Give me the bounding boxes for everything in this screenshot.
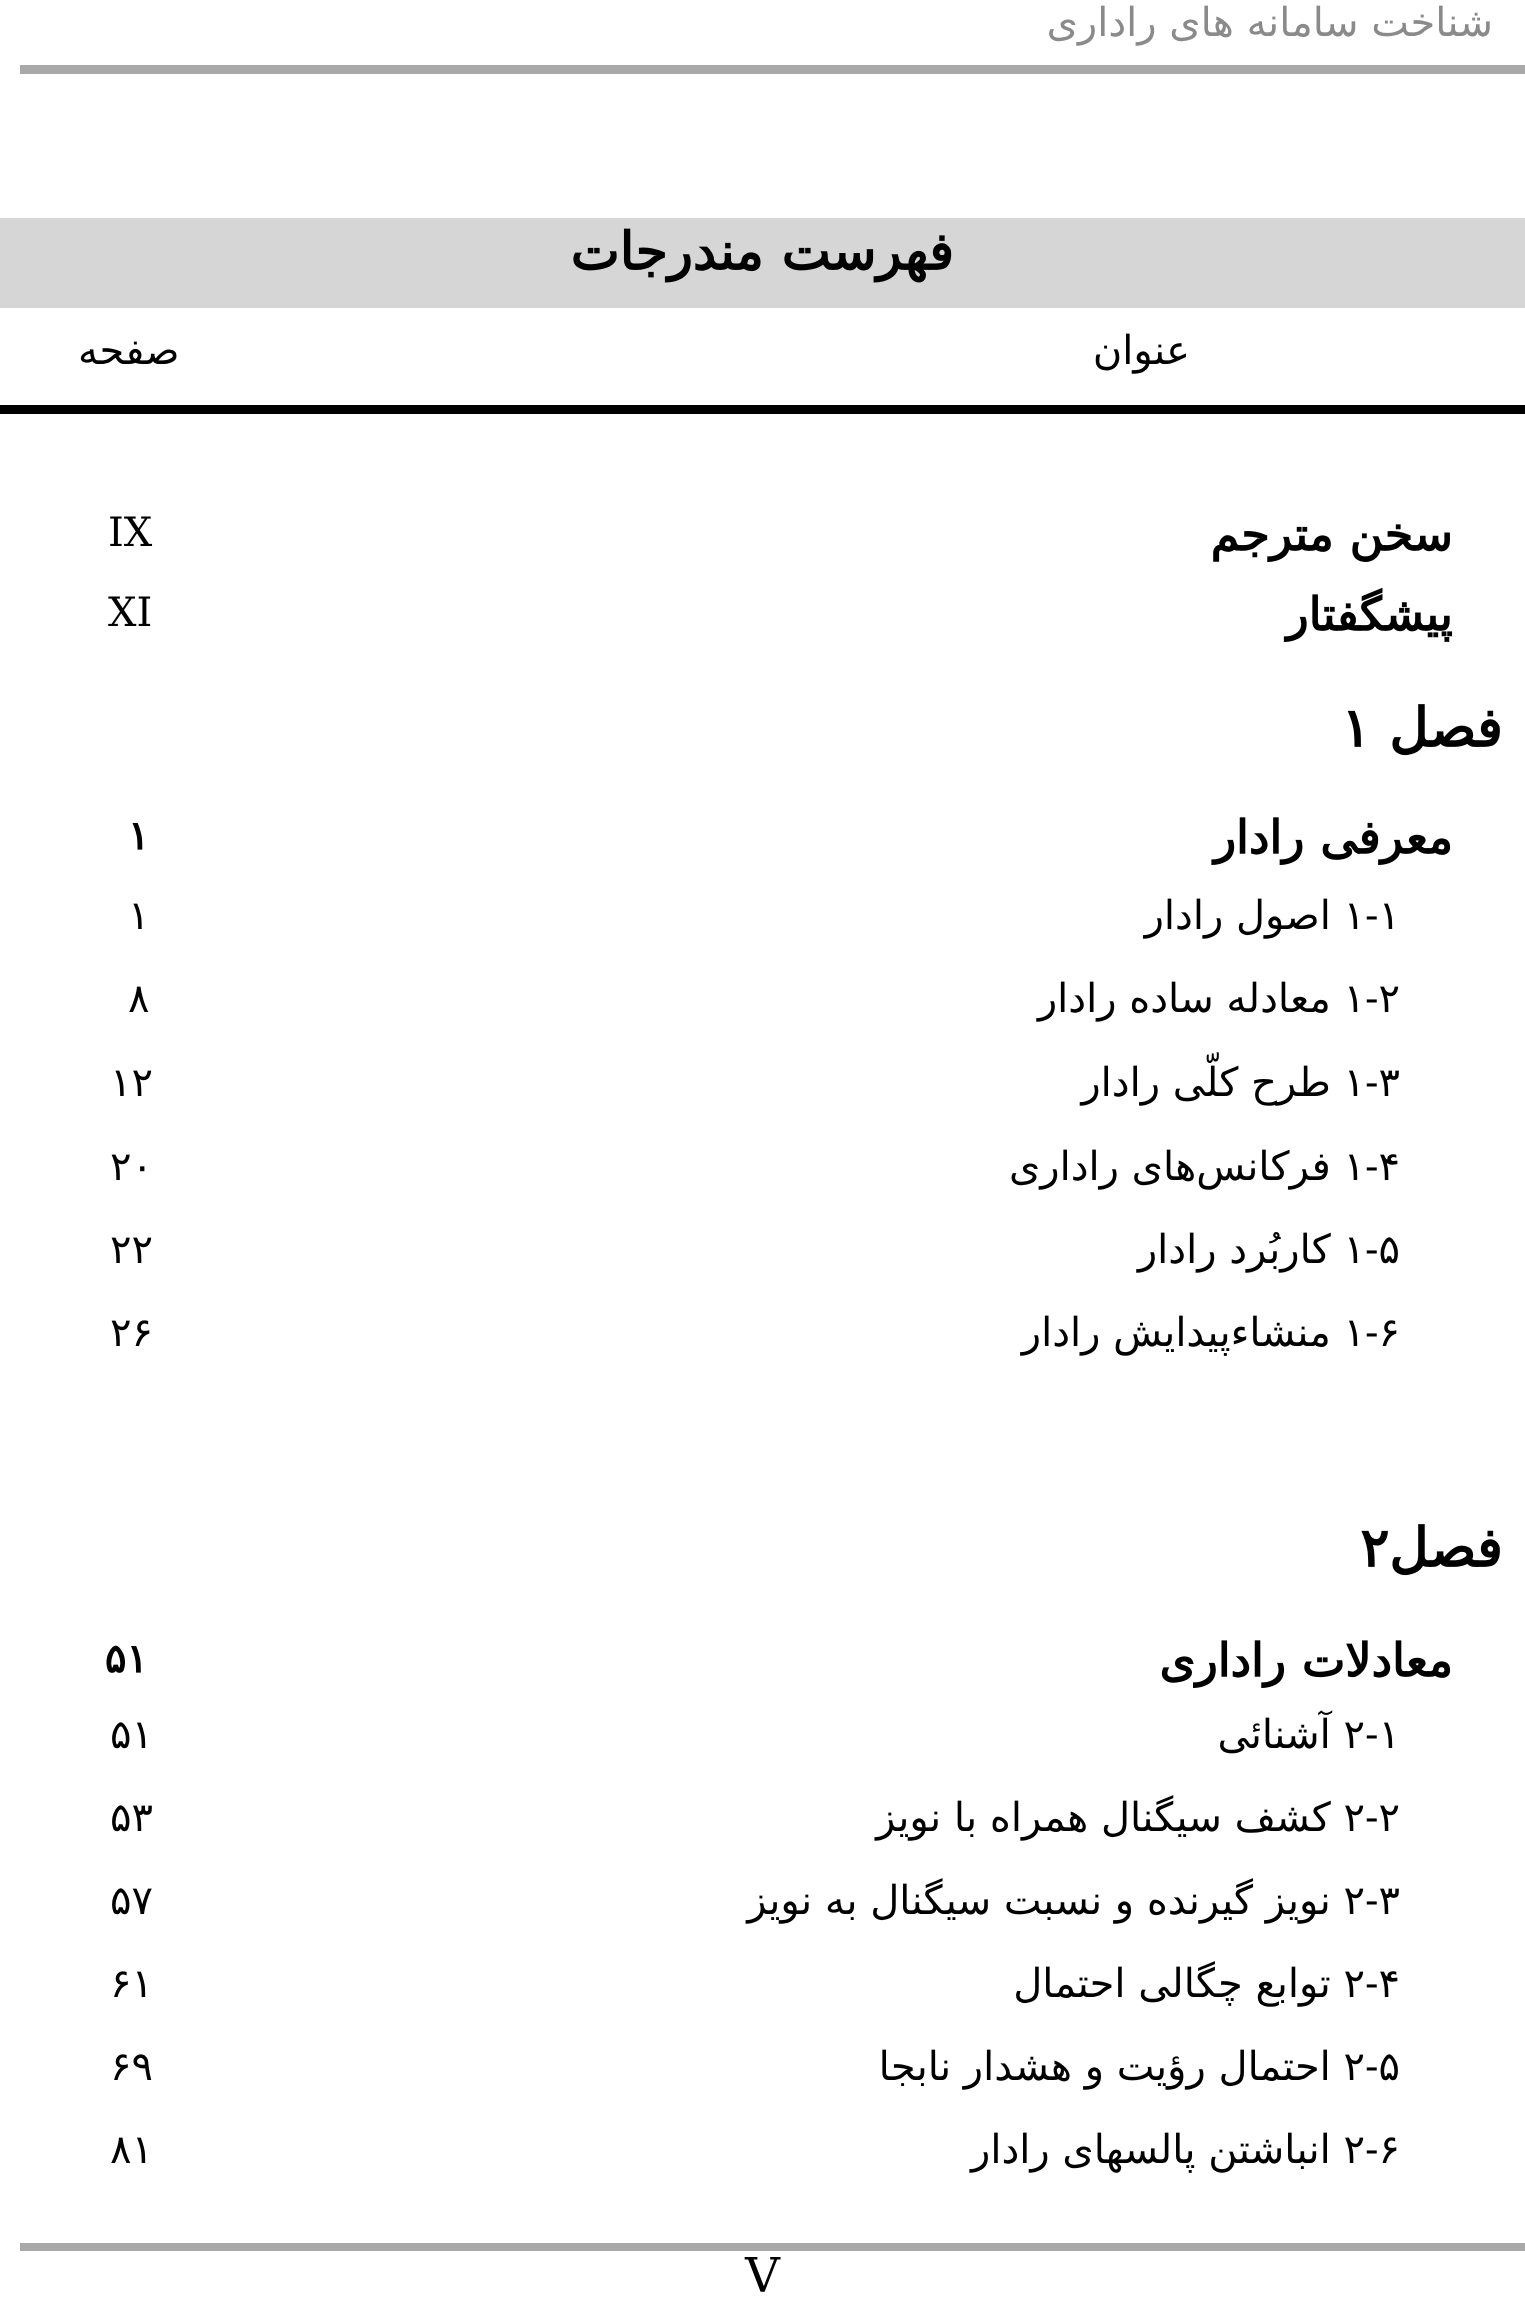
toc-entry-title: ۱-۵ کاربُرد رادار xyxy=(1137,1227,1400,1273)
toc-entry-page: ۶۹ xyxy=(110,2044,153,2090)
toc-entry-title: ۱-۶ منشاءپیدایش رادار xyxy=(1021,1310,1400,1356)
toc-entry-page: ۵۱ xyxy=(110,1712,153,1758)
chapter-heading: فصل ۱ xyxy=(1341,695,1503,759)
toc-title: فهرست مندرجات xyxy=(570,221,955,282)
column-header-page: صفحه xyxy=(78,328,180,374)
running-head: شناخت سامانه های راداری xyxy=(1046,0,1493,46)
toc-entry-page: ۱ xyxy=(128,893,150,939)
toc-entry-page: ۲۰ xyxy=(110,1144,153,1190)
toc-entry-page: ۸۱ xyxy=(110,2127,153,2173)
toc-entry-title: ۲-۶ انباشتن پالسهای رادار xyxy=(971,2127,1400,2173)
chapter-heading: فصل۲ xyxy=(1360,1515,1503,1579)
toc-entry-page: XI xyxy=(108,590,153,636)
toc-entry-title: ۲-۴ توابع چگالی احتمال xyxy=(1013,1961,1400,2007)
toc-entry-title: ۱-۳ طرح کلّی رادار xyxy=(1081,1060,1400,1106)
toc-entry-title: ۲-۲ کشف سیگنال همراه با نویز xyxy=(876,1795,1400,1841)
toc-entry-page: ۵۳ xyxy=(110,1795,153,1841)
column-header-title: عنوان xyxy=(1092,328,1190,374)
toc-entry-title: ۱-۴ فرکانس‌های راداری xyxy=(1008,1144,1400,1190)
toc-entry-title: سخن مترجم xyxy=(1210,507,1453,561)
toc-entry-title: ۲-۱ آشنائی xyxy=(1217,1712,1400,1758)
toc-entry-page: IX xyxy=(108,510,153,556)
toc-entry-page: ۵۷ xyxy=(110,1878,153,1924)
toc-entry-title: ۲-۵ احتمال رؤیت و هشدار نابجا xyxy=(878,2044,1400,2090)
top-rule xyxy=(20,65,1525,74)
toc-entry-title: معادلات راداری xyxy=(1159,1633,1453,1687)
toc-entry-title: ۱-۲ معادله ساده رادار xyxy=(1037,976,1400,1022)
toc-entry-page: ۸ xyxy=(128,976,150,1022)
toc-entry-page: ۵۱ xyxy=(105,1635,148,1682)
toc-entry-title: ۲-۳ نویز گیرنده و نسبت سیگنال به نویز xyxy=(747,1878,1400,1924)
page-number: V xyxy=(745,2248,780,2304)
toc-entry-page: ۱۲ xyxy=(110,1060,153,1106)
toc-entry-title: معرفی رادار xyxy=(1213,810,1453,864)
toc-entry-page: ۶۱ xyxy=(110,1961,153,2007)
toc-entry-page: ۲۶ xyxy=(110,1310,153,1356)
header-rule xyxy=(0,405,1525,414)
toc-entry-title: پیشگفتار xyxy=(1286,587,1453,641)
toc-entry-page: ۲۲ xyxy=(110,1227,153,1273)
toc-entry-page: ۱ xyxy=(128,812,150,859)
toc-entry-title: ۱-۱ اصول رادار xyxy=(1144,893,1400,939)
